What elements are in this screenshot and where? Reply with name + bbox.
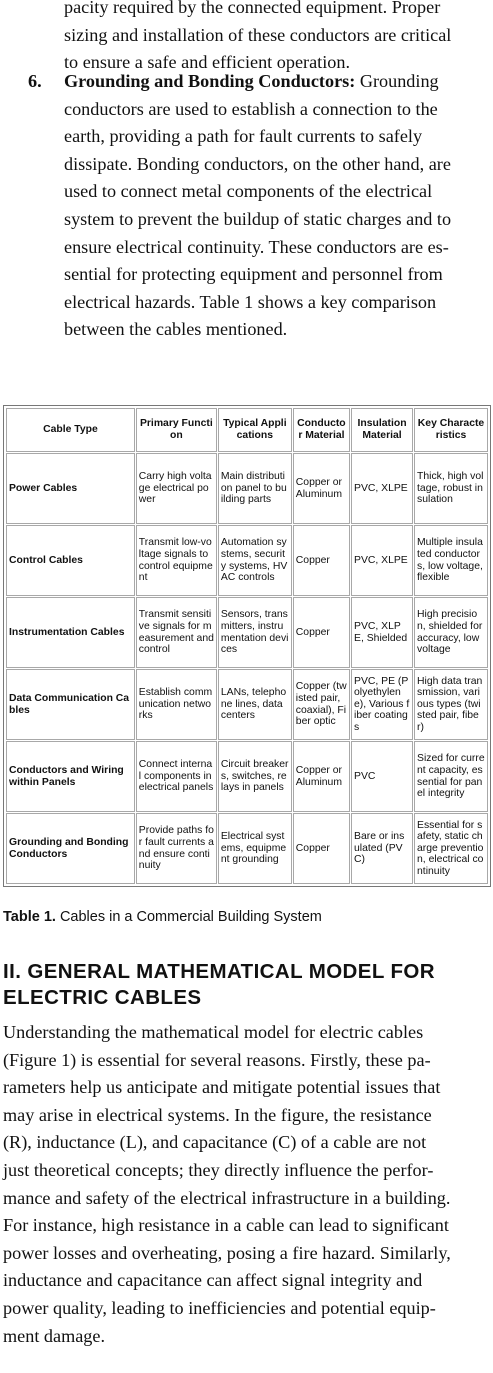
section-heading-line-1: II. GENERAL MATHEMATICAL MODEL FOR xyxy=(3,960,435,983)
cables-table xyxy=(5,407,489,885)
list-item-line-5: system to prevent the buildup of static charges and to xyxy=(64,208,452,229)
list-item-first-line-rest: Grounding xyxy=(355,71,439,91)
header-key-characteristics: Key Characteristics xyxy=(414,408,488,452)
table-row xyxy=(6,453,488,524)
cell-insulation-material: PVC, XLPE xyxy=(351,453,413,524)
cell-typical-applications: Circuit breakers, switches, relays in panels xyxy=(218,741,292,812)
paragraph-line-11: power quality, leading to inefficiencies and potential equip- xyxy=(3,1297,436,1318)
cell-typical-applications: Automation systems, security systems, HVAC controls xyxy=(218,525,292,596)
paragraph-line-8: For instance, high resistance in a cable can lead to significant xyxy=(3,1215,449,1236)
paragraph-line-3: rameters help us anticipate and mitigate potential issues that xyxy=(3,1077,441,1098)
list-item-first-line xyxy=(64,68,489,96)
table-row xyxy=(6,597,488,668)
paragraph-line-12: ment damage. xyxy=(3,1325,106,1346)
list-item-line-1: conductors are used to establish a connection to the xyxy=(64,98,438,119)
intro-line-3: to ensure a safe and efficient operation. xyxy=(64,52,350,73)
intro-line-1: pacity required by the connected equipment. Proper xyxy=(64,0,441,17)
paragraph-line-5: (R), inductance (L), and capacitance (C) of a cable are not xyxy=(3,1132,427,1153)
table-row xyxy=(6,813,488,884)
table-row xyxy=(6,741,488,812)
header-conductor-material: Conductor Material xyxy=(293,408,350,452)
cell-conductor-material: Copper (twisted pair, coaxial), Fiber optic xyxy=(293,669,350,740)
body-paragraph xyxy=(3,1019,491,1350)
cell-insulation-material: PVC, PE (Polyethylene), Various fiber coatings xyxy=(351,669,413,740)
cell-insulation-material: PVC, XLPE, Shielded xyxy=(351,597,413,668)
list-item-title: Grounding and Bonding Conductors: xyxy=(64,71,356,91)
table-caption-text: Cables in a Commercial Building System xyxy=(55,909,322,925)
paragraph-line-1: Understanding the mathematical model for electric cables xyxy=(3,1022,424,1042)
cell-primary-function: Carry high voltage electrical power xyxy=(136,453,217,524)
cell-key-characteristics: Thick, high voltage, robust insulation xyxy=(414,453,488,524)
cell-key-characteristics: High data transmission, various types (twisted pair, fiber) xyxy=(414,669,488,740)
cell-insulation-material: PVC xyxy=(351,741,413,812)
header-typical-applications: Typical Applications xyxy=(218,408,292,452)
cell-primary-function: Transmit low-voltage signals to control equipment xyxy=(136,525,217,596)
cell-typical-applications: Main distribution panel to building parts xyxy=(218,453,292,524)
cell-insulation-material: PVC, XLPE xyxy=(351,525,413,596)
table-row xyxy=(6,525,488,596)
list-item-line-8: electrical hazards. Table 1 shows a key comparison xyxy=(64,291,437,312)
cell-primary-function: Establish communication networks xyxy=(136,669,217,740)
table-caption-label: Table 1. xyxy=(3,909,56,925)
table-caption xyxy=(3,909,322,925)
cell-conductor-material: Copper xyxy=(293,813,350,884)
cell-typical-applications: LANs, telephone lines, data centers xyxy=(218,669,292,740)
cell-key-characteristics: Sized for current capacity, essential for panel integrity xyxy=(414,741,488,812)
cell-cable-type: Power Cables xyxy=(6,453,135,524)
list-item-line-2: earth, providing a path for fault currents to safely xyxy=(64,126,423,147)
cell-cable-type: Instrumentation Cables xyxy=(6,597,135,668)
section-heading xyxy=(3,959,491,1011)
cell-conductor-material: Copper xyxy=(293,525,350,596)
cell-key-characteristics: Essential for safety, static charge prevention, electrical continuity xyxy=(414,813,488,884)
paragraph-line-9: power losses and overheating, posing a fire hazard. Similarly, xyxy=(3,1242,451,1263)
cell-conductor-material: Copper or Aluminum xyxy=(293,741,350,812)
section-heading-line-2: ELECTRIC CABLES xyxy=(3,986,202,1009)
paragraph-line-10: inductance and capacitance can affect signal integrity and xyxy=(3,1270,423,1291)
cell-key-characteristics: High precision, shielded for accuracy, low voltage xyxy=(414,597,488,668)
cell-conductor-material: Copper or Aluminum xyxy=(293,453,350,524)
header-primary-function: Primary Function xyxy=(136,408,217,452)
cell-primary-function: Connect internal components in electrical panels xyxy=(136,741,217,812)
list-item-number: 6. xyxy=(28,71,42,91)
cell-cable-type: Control Cables xyxy=(6,525,135,596)
cell-cable-type: Conductors and Wiring within Panels xyxy=(6,741,135,812)
header-insulation-material: Insulation Material xyxy=(351,408,413,452)
paragraph-line-7: mance and safety of the electrical infrastructure in a building. xyxy=(3,1187,451,1208)
cell-cable-type: Data Communication Cables xyxy=(6,669,135,740)
cell-conductor-material: Copper xyxy=(293,597,350,668)
header-cable-type: Cable Type xyxy=(6,408,135,452)
list-item-line-4: used to connect metal components of the electrical xyxy=(64,181,433,202)
list-item-line-3: dissipate. Bonding conductors, on the other hand, are xyxy=(64,153,451,174)
cell-insulation-material: Bare or insulated (PVC) xyxy=(351,813,413,884)
cell-primary-function: Transmit sensitive signals for measurement and control xyxy=(136,597,217,668)
intro-line-2: sizing and installation of these conductors are critical xyxy=(64,24,452,45)
list-item-grounding xyxy=(28,68,489,344)
table-row xyxy=(6,669,488,740)
cell-cable-type: Grounding and Bonding Conductors xyxy=(6,813,135,884)
paragraph-line-6: just theoretical concepts; they directly influence the perfor- xyxy=(3,1159,434,1180)
paragraph-line-2: (Figure 1) is essential for several reasons. Firstly, these pa- xyxy=(3,1049,431,1070)
cables-table-frame xyxy=(3,405,491,887)
table-header-row xyxy=(6,408,488,452)
list-continuation xyxy=(28,0,489,340)
cell-typical-applications: Sensors, transmitters, instrumentation devices xyxy=(218,597,292,668)
list-item-line-7: sential for protecting equipment and personnel from xyxy=(64,264,443,285)
paragraph-line-4: may arise in electrical systems. In the figure, the resistance xyxy=(3,1104,432,1125)
list-item-line-9: between the cables mentioned. xyxy=(64,319,288,340)
cell-typical-applications: Electrical systems, equipment grounding xyxy=(218,813,292,884)
cell-key-characteristics: Multiple insulated conductors, low voltage, flexible xyxy=(414,525,488,596)
list-item-line-6: ensure electrical continuity. These conductors are es- xyxy=(64,236,449,257)
cell-primary-function: Provide paths for fault currents and ensure continuity xyxy=(136,813,217,884)
